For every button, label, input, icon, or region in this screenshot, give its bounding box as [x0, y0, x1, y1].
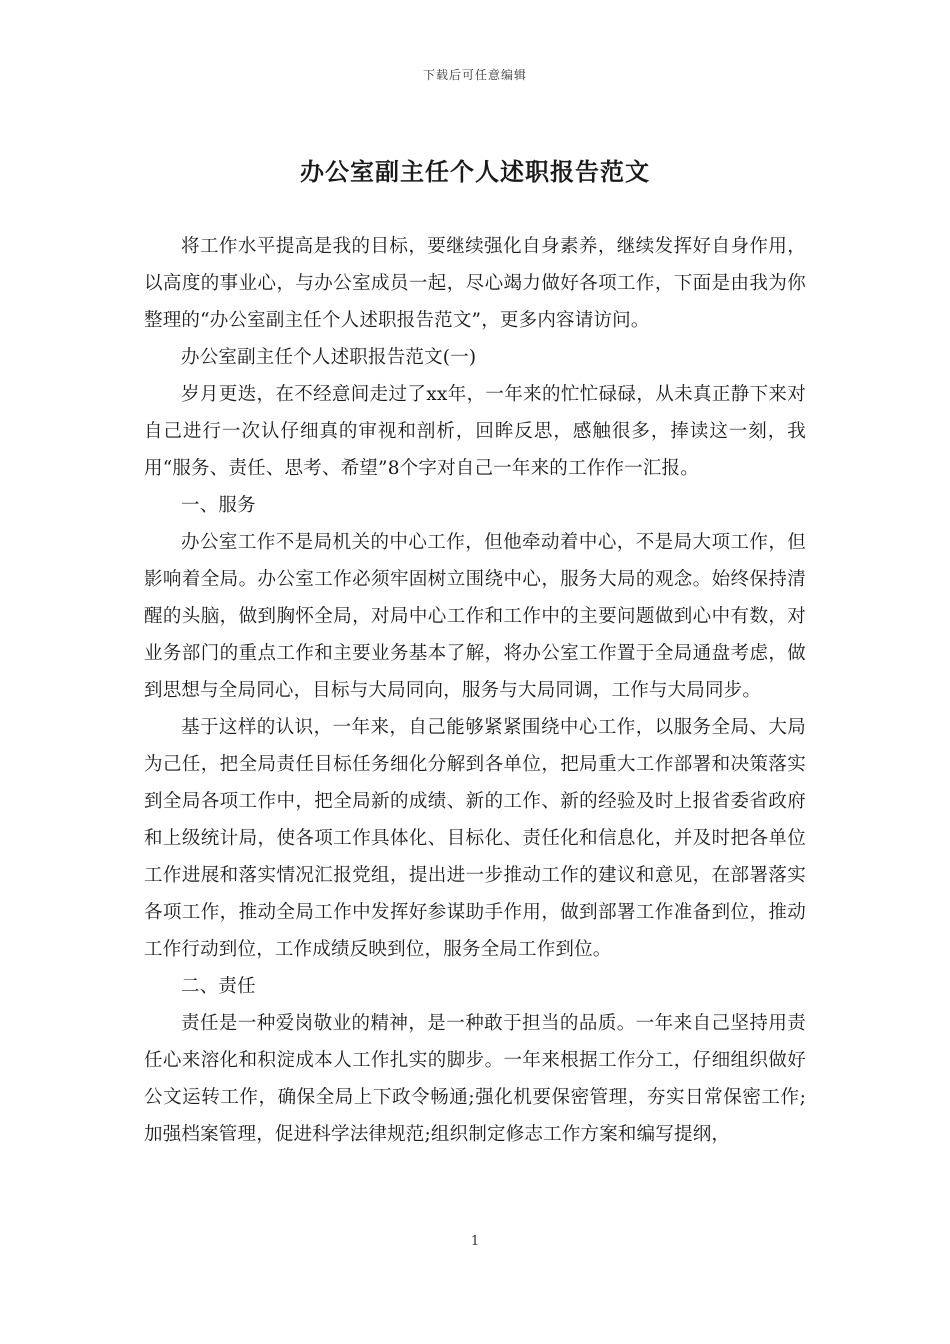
header-note: 下载后可任意编辑	[422, 68, 527, 82]
intro-paragraph: 将工作水平提高是我的目标，要继续强化自身素养，继续发挥好自身作用，以高度的事业心，与办公室成员一起，尽心竭力做好各项工作，下面是由我为你整理的“办公室副主任个人述职报告范文”，更多内容请访问。	[144, 236, 806, 331]
opening-paragraph: 岁月更迭，在不经意间走过了xx年，一年来的忙忙碌碌，从未真正静下来对自己进行一次认仔细真的审视和剖析，回眸反思，感触很多，捧读这一刻，我用“服务、责任、思考、希望”8个字对自己一年来的工作作一汇报。	[144, 384, 806, 479]
section-title-example-one: 办公室副主任个人述职报告范文(一)	[181, 347, 477, 368]
document-body	[144, 228, 806, 1153]
document-title: 办公室副主任个人述职报告范文	[300, 157, 650, 186]
service-paragraph-2: 基于这样的认识，一年来，自己能够紧紧围绕中心工作，以服务全局、大局为己任，把全局责任目标任务细化分解到各单位，把局重大工作部署和决策落实到全局各项工作中，把全局新的成绩、新的工作、新的经验及时上报省委省政府和上级统计局，使各项工作具体化、目标化、责任化和信息化，并及时把各单位工作进展和落实情况汇报党组，提出进一步推动工作的建议和意见，在部署落实各项工作，推动全局工作中发挥好参谋助手作用，做到部署工作准备到位，推动工作行动到位，工作成绩反映到位，服务全局工作到位。	[144, 717, 806, 960]
service-paragraph-1: 办公室工作不是局机关的中心工作，但他牵动着中心，不是局大项工作，但影响着全局。办公室工作必须牢固树立围绕中心，服务大局的观念。始终保持清醒的头脑，做到胸怀全局，对局中心工作和工作中的主要问题做到心中有数，对业务部门的重点工作和主要业务基本了解，将办公室工作置于全局通盘考虑，做到思想与全局同心，目标与大局同向，服务与大局同调，工作与大局同步。	[144, 532, 806, 701]
page-number: 1	[470, 1234, 480, 1249]
responsibility-paragraph: 责任是一种爱岗敬业的精神，是一种敢于担当的品质。一年来自己坚持用责任心来溶化和积淀成本人工作扎实的脚步。一年来根据工作分工，仔细组织做好公文运转工作，确保全局上下政令畅通;强化机要保密管理，夯实日常保密工作;加强档案管理，促进科学法律规范;组织制定修志工作方案和编写提纲，	[144, 1013, 806, 1145]
heading-service: 一、服务	[181, 495, 256, 516]
heading-responsibility: 二、责任	[181, 976, 256, 997]
